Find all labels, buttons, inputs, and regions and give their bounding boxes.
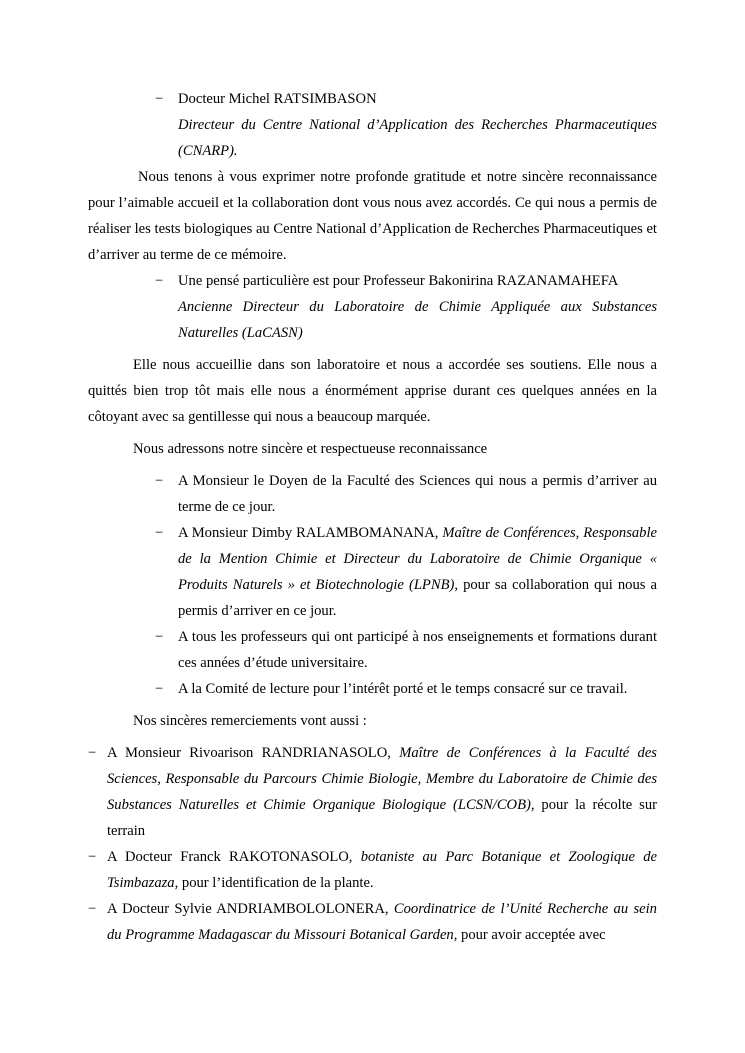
list-item-ratsimbason <box>88 86 657 164</box>
list-dash: − <box>155 91 164 107</box>
list-item-text-post: pour la récolte sur terrain <box>107 797 657 839</box>
list-dash: − <box>155 629 164 645</box>
list-item-andriambololonera <box>88 896 657 948</box>
paragraph-gratitude: Nous tenons à vous exprimer notre profonde gratitude et notre sincère reconnaissance pour l’aimable accueil et la collaboration dont vous nous avez accordés. Ce qui nous a permis de réaliser les tests biologiques au Centre National d’Application de Recherches Pharmaceutiques et d’arriver au terme de ce mémoire. <box>88 169 657 263</box>
list-dash: − <box>155 681 164 697</box>
list-item-text-post: pour l’identification de la plante. <box>178 875 374 891</box>
list-item-text: A Monsieur le Doyen de la Faculté des Sciences qui nous a permis d’arriver au terme de ce jour. <box>178 473 657 515</box>
list-item-doyen <box>88 468 657 520</box>
person-role: Directeur du Centre National d’Application des Recherches Pharmaceutiques (CNARP). <box>178 117 657 159</box>
list-dash: − <box>88 745 97 761</box>
list-item-text-italic: Maître de Conférences à la Faculté des Sciences, Responsable du Parcours Chimie Biologie, Membre du Laboratoire de Chimie des Substances Naturelles et Chimie Organique Biologique (LCSN/COB), <box>107 745 657 813</box>
list-item-text-italic: Coordinatrice de l’Unité Recherche au sein du Programme Madagascar du Missouri Botanical Garden <box>107 901 657 943</box>
list-item-text-pre: A Docteur Sylvie ANDRIAMBOLOLONERA, <box>107 901 394 917</box>
list-dash: − <box>88 901 97 917</box>
list-item-text-post: , pour avoir acceptée avec <box>453 927 606 943</box>
list-item-text-italic: botaniste au Parc Botanique et Zoologique de Tsimbazaza, <box>107 849 657 891</box>
person-name: Une pensé particulière est pour Professeur Bakonirina RAZANAMAHEFA <box>178 273 619 289</box>
paragraph-memorial: Elle nous accueillie dans son laboratoire et nous a accordée ses soutiens. Elle nous a quittés bien trop tôt mais elle nous a énormément apprise durant ces quelques années en la côtoyant avec sa gentillesse qui nous a beaucoup marquée. <box>88 357 657 425</box>
list-item-text-italic: Maître de Conférences, Responsable de la Mention Chimie et Directeur du Laboratoire de Chimie Organique « Produits Naturels » et Biotechnologie (LPNB) <box>178 525 657 593</box>
person-name: Docteur Michel RATSIMBASON <box>178 91 377 107</box>
list-item-randrianasolo <box>88 740 657 844</box>
list-item-text-pre: A Monsieur Dimby RALAMBOMANANA, <box>178 525 443 541</box>
person-role: Ancienne Directeur du Laboratoire de Chimie Appliquée aux Substances Naturelles (LaCASN) <box>178 299 657 341</box>
list-item-text: A la Comité de lecture pour l’intérêt porté et le temps consacré sur ce travail. <box>178 681 628 697</box>
paragraph-reconnaissance: Nous adressons notre sincère et respectueuse reconnaissance <box>133 441 488 457</box>
list-item-razanamahefa <box>88 268 657 346</box>
list-dash: − <box>155 273 164 289</box>
list-item-comite <box>88 676 657 702</box>
list-item-rakotonasolo <box>88 844 657 896</box>
paragraph-remerciements: Nos sincères remerciements vont aussi : <box>133 713 367 729</box>
list-dash: − <box>155 525 164 541</box>
list-dash: − <box>155 473 164 489</box>
list-item-text-pre: A Monsieur Rivoarison RANDRIANASOLO, <box>107 745 400 761</box>
list-item-text: A tous les professeurs qui ont participé à nos enseignements et formations durant ces années d’étude universitaire. <box>178 629 657 671</box>
list-item-text-pre: A Docteur Franck RAKOTONASOLO, <box>107 849 361 865</box>
list-item-text-post: , pour sa collaboration qui nous a permis d’arriver en ce jour. <box>178 577 657 619</box>
list-item-ralambomanana <box>88 520 657 624</box>
list-dash: − <box>88 849 97 865</box>
list-item-professeurs <box>88 624 657 676</box>
